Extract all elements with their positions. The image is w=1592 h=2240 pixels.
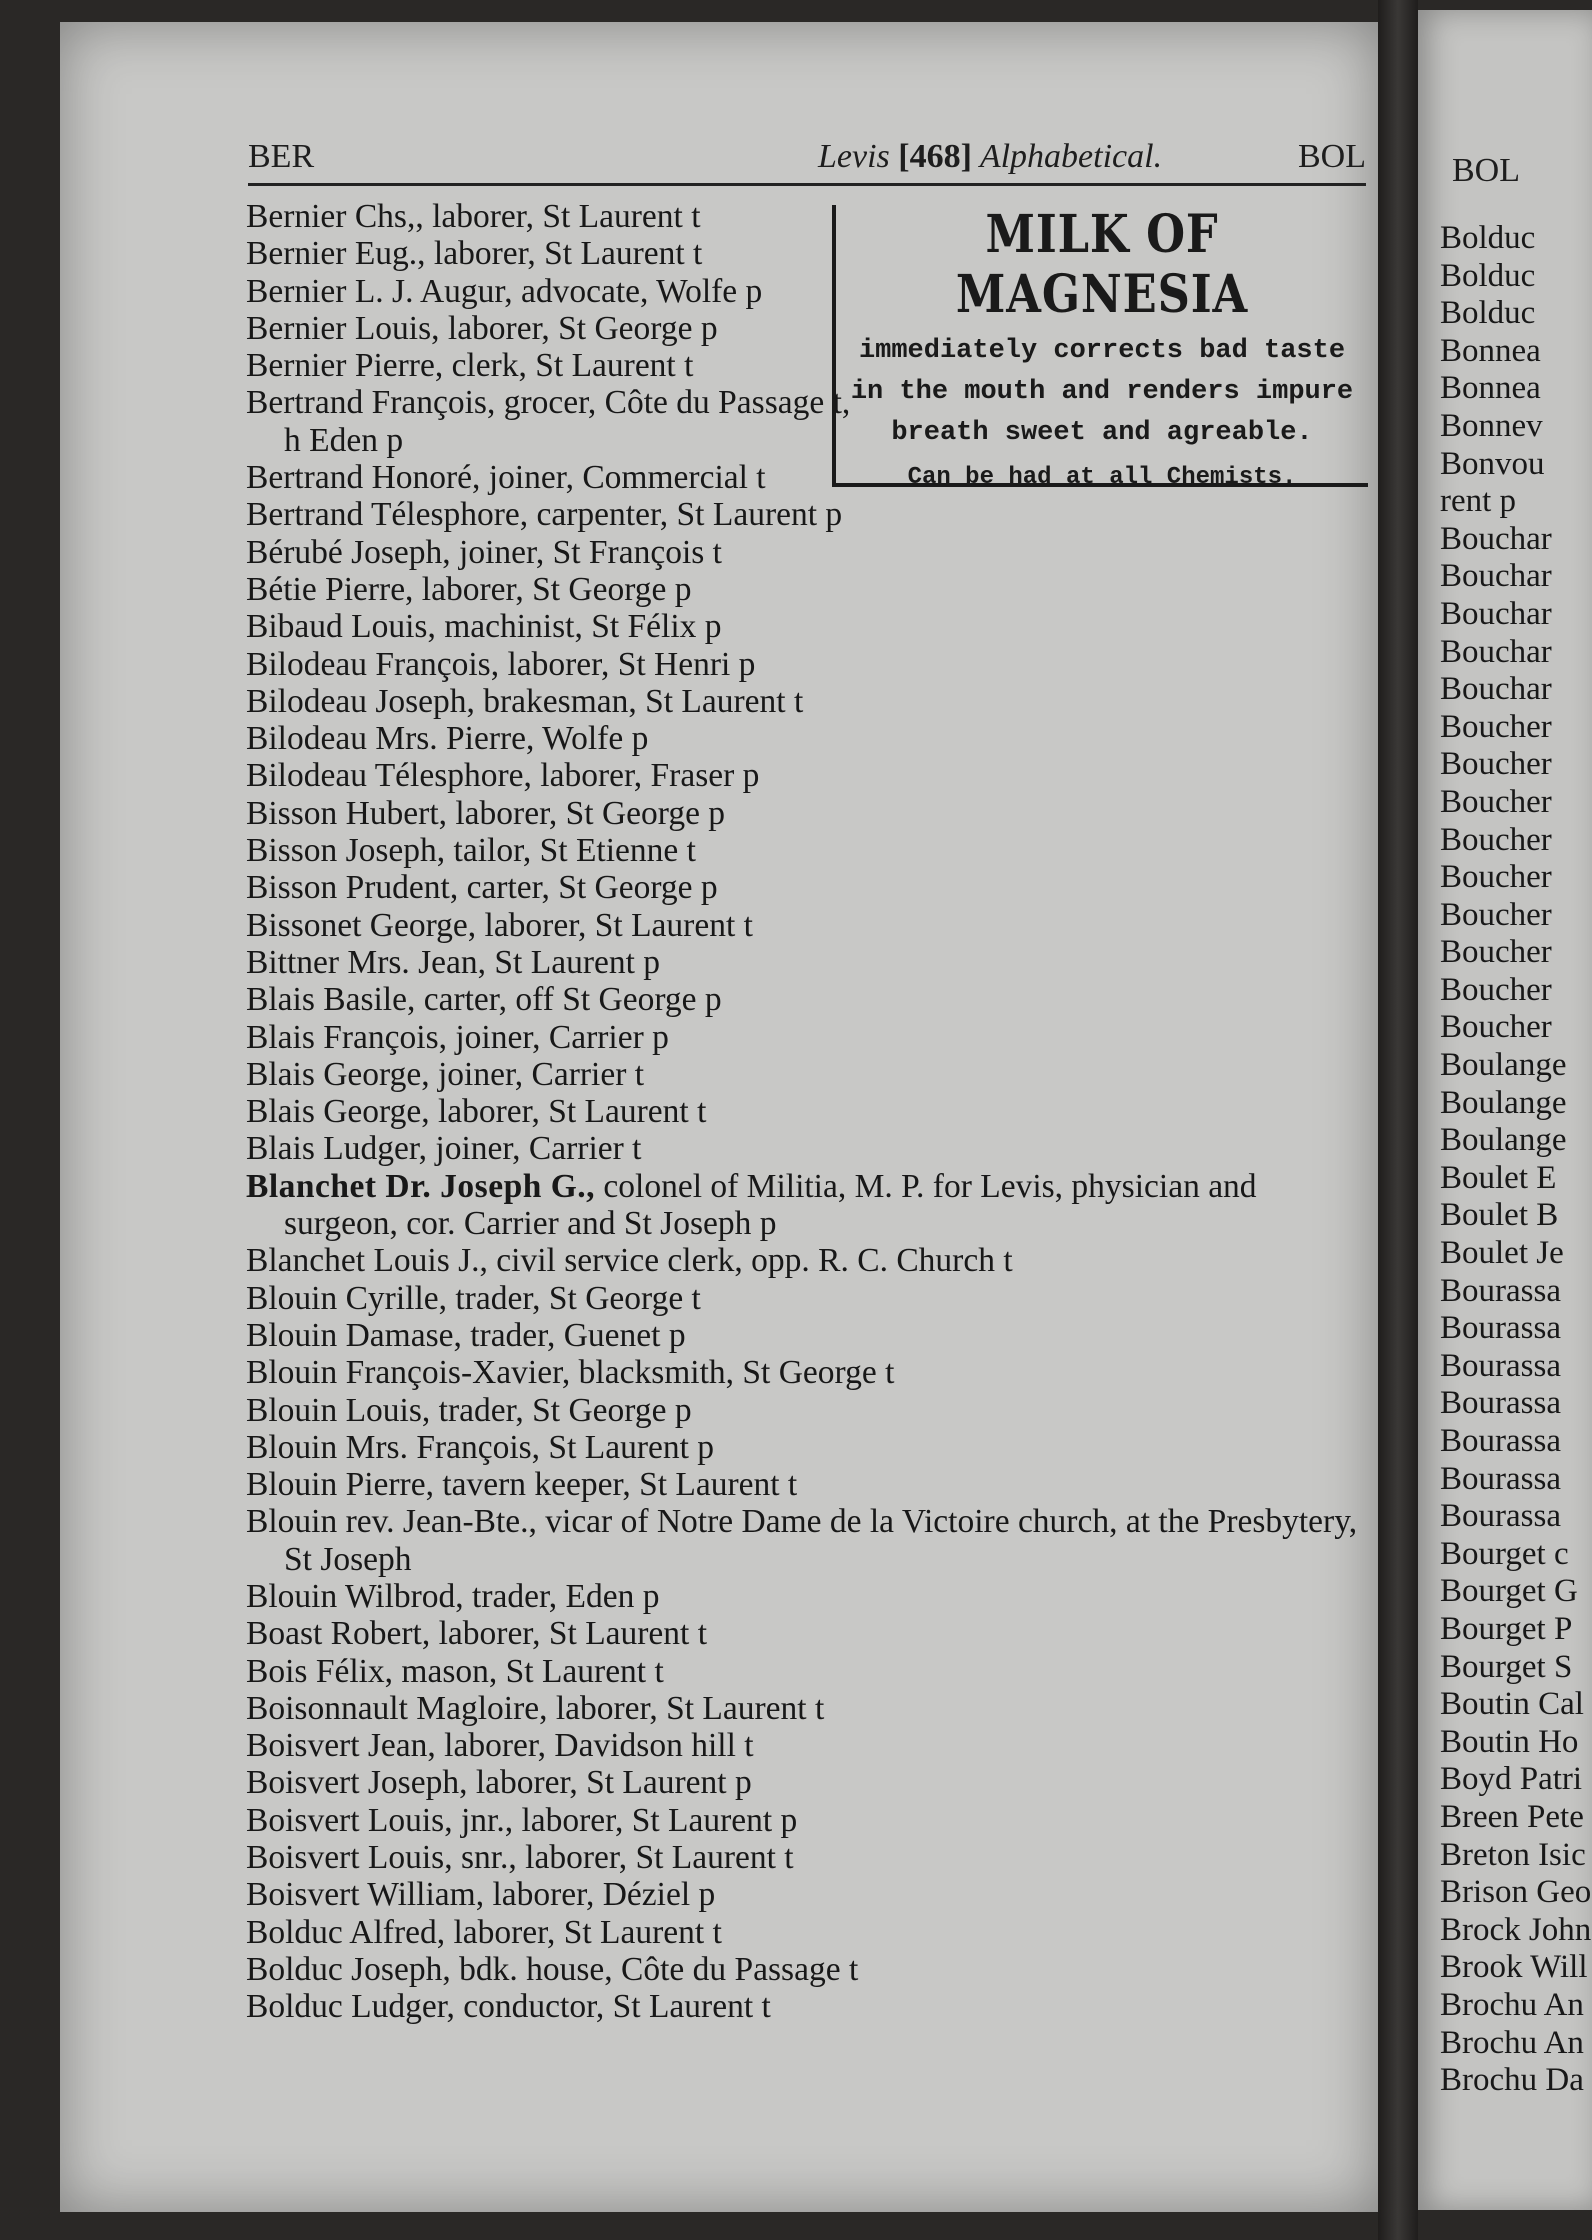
- right-page-entry: Bouchar: [1440, 633, 1552, 670]
- right-page-entry: Bouchar: [1440, 558, 1552, 595]
- directory-entry: Bisson Hubert, laborer, St George p: [246, 794, 726, 832]
- right-page-entry: Bourassa: [1440, 1347, 1561, 1384]
- right-page-entry: Breton Isic: [1440, 1836, 1586, 1873]
- right-page-entry: Bonnea: [1440, 370, 1541, 407]
- directory-entry: Bertrand Honoré, joiner, Commercial t: [246, 459, 766, 497]
- right-page-entry: Brochu An: [1440, 1986, 1584, 2023]
- right-page-entry: Boucher: [1440, 934, 1552, 971]
- directory-entry: Bisson Joseph, tailor, St Etienne t: [246, 832, 696, 870]
- right-page-entry: Brock John: [1440, 1911, 1592, 1948]
- directory-entry: Bilodeau François, laborer, St Henri p: [246, 645, 756, 683]
- right-page-entry: Brison Geo: [1440, 1874, 1592, 1911]
- directory-entry: Bernier Eug., laborer, St Laurent t: [246, 235, 703, 273]
- directory-entry: Bérubé Joseph, joiner, St François t: [246, 533, 722, 571]
- right-page-header: BOL: [1452, 152, 1520, 189]
- directory-entry: Bernier L. J. Augur, advocate, Wolfe p: [246, 272, 763, 310]
- right-page-entry: Bourget G: [1440, 1573, 1578, 1610]
- right-page-entry: Bourassa: [1440, 1498, 1561, 1535]
- directory-entry: Blouin Wilbrod, trader, Eden p: [246, 1577, 660, 1615]
- right-page-entry: Bonnev: [1440, 407, 1543, 444]
- directory-entry: Bernier Pierre, clerk, St Laurent t: [246, 347, 694, 385]
- right-page-entry: Bourassa: [1440, 1310, 1561, 1347]
- directory-entry: Bibaud Louis, machinist, St Félix p: [246, 608, 722, 646]
- right-page-entry: Bouchar: [1440, 671, 1552, 708]
- right-page-entry: Breen Pete: [1440, 1798, 1584, 1835]
- book-spine: [1378, 0, 1418, 2240]
- right-page-entry: Bourassa: [1440, 1460, 1561, 1497]
- right-page-entry: Bouchar: [1440, 520, 1552, 557]
- right-page-entry: Brochu An: [1440, 2024, 1584, 2061]
- directory-entry: Blais George, joiner, Carrier t: [246, 1055, 645, 1093]
- directory-entry: Bilodeau Télesphore, laborer, Fraser p: [246, 757, 760, 795]
- right-page-entry: Boulet Je: [1440, 1235, 1564, 1272]
- directory-entry-featured: [246, 1168, 1376, 1243]
- right-page-entry: Boucher: [1440, 746, 1552, 783]
- right-page-entry: Boulange: [1440, 1047, 1567, 1084]
- directory-entries: [246, 198, 1376, 2026]
- directory-entry: Bois Félix, mason, St Laurent t: [246, 1652, 664, 1690]
- right-page-entry: Brook Will: [1440, 1949, 1588, 1986]
- right-page-entry: Boulange: [1440, 1122, 1567, 1159]
- featured-name: Blanchet Dr. Joseph G.,: [246, 1167, 596, 1205]
- right-page-entry: Bourget P: [1440, 1610, 1573, 1647]
- ad-footer: Can be had at all Chemists.: [907, 464, 1297, 491]
- right-page-entry: Boulet B: [1440, 1197, 1559, 1234]
- directory-entry: Bolduc Joseph, bdk. house, Côte du Passage t: [246, 1950, 859, 1988]
- right-page-entries: [1440, 220, 1592, 2100]
- right-page-entry: Bolduc: [1440, 257, 1536, 294]
- directory-entry: Blouin Louis, trader, St George p: [246, 1391, 692, 1429]
- directory-entry: Bétie Pierre, laborer, St George p: [246, 570, 692, 608]
- right-page-entry: Boucher: [1440, 1009, 1552, 1046]
- directory-entry: Bernier Louis, laborer, St George p: [246, 309, 718, 347]
- right-page-entry: Boucher: [1440, 896, 1552, 933]
- right-page-entry: Bourassa: [1440, 1272, 1561, 1309]
- directory-entry: Boisonnault Magloire, laborer, St Laurent t: [246, 1689, 825, 1727]
- right-page-entry: Bourget c: [1440, 1535, 1569, 1572]
- right-page-entry: Bourassa: [1440, 1385, 1561, 1422]
- directory-entry: Bilodeau Mrs. Pierre, Wolfe p: [246, 720, 649, 758]
- right-page-entry: Boulange: [1440, 1084, 1567, 1121]
- directory-entry: Bertrand François, grocer, Côte du Passage t, h Eden p: [246, 384, 851, 459]
- right-page-entry: Bolduc: [1440, 220, 1536, 256]
- header-city: Levis: [818, 138, 890, 175]
- right-page-entry: Bouchar: [1440, 595, 1552, 632]
- directory-entry: Blouin François-Xavier, blacksmith, St George t: [246, 1354, 895, 1392]
- directory-entry: Boisvert Louis, snr., laborer, St Laurent t: [246, 1839, 794, 1877]
- right-page-entry: Boucher: [1440, 859, 1552, 896]
- right-page-entry: Boutin Cal: [1440, 1686, 1584, 1723]
- featured-details: colonel of Militia, M. P. for Levis, physician and surgeon, cor. Carrier and St Joseph p: [284, 1167, 1257, 1243]
- header-label: Alphabetical.: [979, 138, 1163, 175]
- right-page-entry: Boucher: [1440, 821, 1552, 858]
- right-page-entry: Boulet E: [1440, 1159, 1557, 1196]
- directory-entry: Bolduc Alfred, laborer, St Laurent t: [246, 1913, 722, 1951]
- directory-entry: Bertrand Télesphore, carpenter, St Laurent p: [246, 496, 843, 534]
- directory-entry: Blouin rev. Jean-Bte., vicar of Notre Dame de la Victoire church, at the Presbytery, St Joseph: [246, 1503, 1358, 1578]
- header-right: BOL: [1298, 138, 1366, 175]
- directory-entry: Blais Ludger, joiner, Carrier t: [246, 1130, 642, 1168]
- directory-entry: Boisvert William, laborer, Déziel p: [246, 1876, 716, 1914]
- directory-entry: Bernier Chs,, laborer, St Laurent t: [246, 198, 701, 235]
- right-page-entry: Bonvou: [1440, 445, 1545, 482]
- directory-entry: Bittner Mrs. Jean, St Laurent p: [246, 943, 661, 981]
- right-page-entry: Boucher: [1440, 783, 1552, 820]
- header-center: [818, 138, 1162, 176]
- directory-entry: Blais George, laborer, St Laurent t: [246, 1093, 707, 1131]
- right-page-entry: Boucher: [1440, 971, 1552, 1008]
- directory-entry: Bilodeau Joseph, brakesman, St Laurent t: [246, 682, 804, 720]
- right-page-entry: Bonnea: [1440, 332, 1541, 369]
- right-page-entry: Brochu Da: [1440, 2062, 1584, 2099]
- right-page-entry: Bourassa: [1440, 1423, 1561, 1459]
- directory-entry: Blouin Cyrille, trader, St George t: [246, 1279, 701, 1317]
- directory-entry: Blouin Pierre, tavern keeper, St Laurent t: [246, 1466, 798, 1504]
- right-page-entry: Bourget S: [1440, 1648, 1573, 1685]
- right-page-entry: Boucher: [1440, 708, 1552, 745]
- directory-entry: Boisvert Jean, laborer, Davidson hill t: [246, 1727, 754, 1765]
- directory-entry: Blanchet Louis J., civil service clerk, opp. R. C. Church t: [246, 1242, 1013, 1280]
- right-page-entry: Bolduc: [1440, 295, 1536, 332]
- right-page-entry: rent p: [1440, 483, 1517, 520]
- directory-entry: Blais Basile, carter, off St George p: [246, 981, 722, 1019]
- right-page-entry: Boutin Ho: [1440, 1723, 1579, 1760]
- directory-entry: Bolduc Ludger, conductor, St Laurent t: [246, 1988, 771, 2026]
- header-page-number: [468]: [898, 138, 972, 175]
- right-page-entry: Boyd Patri: [1440, 1761, 1583, 1798]
- directory-entry: Blouin Mrs. François, St Laurent p: [246, 1428, 715, 1466]
- directory-entry: Blouin Damase, trader, Guenet p: [246, 1316, 686, 1354]
- directory-entry: Bissonet George, laborer, St Laurent t: [246, 906, 753, 944]
- directory-entry: Blais François, joiner, Carrier p: [246, 1018, 669, 1056]
- directory-entry: Bisson Prudent, carter, St George p: [246, 869, 718, 907]
- ad-title: MILK OF MAGNESIA: [955, 204, 1249, 325]
- header-left: BER: [248, 138, 315, 175]
- directory-entry: Boast Robert, laborer, St Laurent t: [246, 1615, 708, 1653]
- header-rule: [248, 183, 1366, 186]
- directory-entry: Boisvert Joseph, laborer, St Laurent p: [246, 1764, 752, 1802]
- right-page: [1418, 10, 1592, 2210]
- directory-entry: Boisvert Louis, jnr., laborer, St Laurent p: [246, 1801, 798, 1839]
- ad-body: immediately corrects bad taste in the mouth and renders impure breath sweet and agreable.: [850, 336, 1354, 448]
- page-header: [188, 128, 1368, 178]
